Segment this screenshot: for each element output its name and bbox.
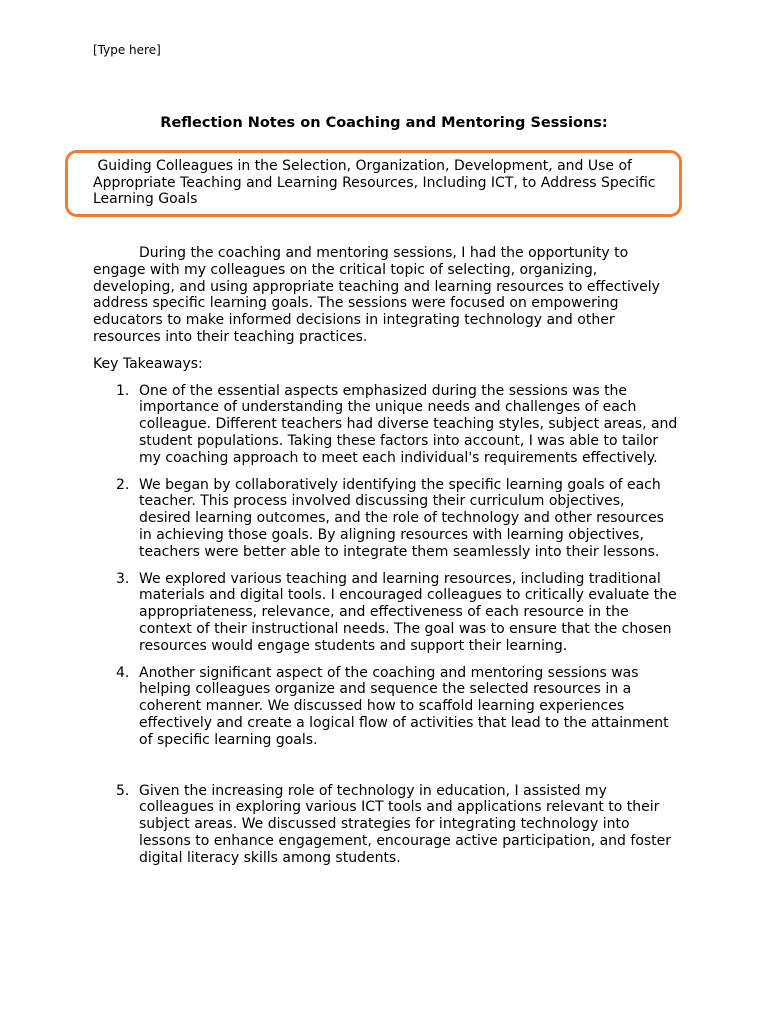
subtitle-text: Guiding Colleagues in the Selection, Organization, Development, and Use of Appropriate Teaching and Learning Resources, Including ICT, to Address Specific Learning Goals [93,158,660,208]
list-item [93,783,678,867]
list-item [93,665,678,749]
list-item-number: 2. [116,476,130,493]
intro-paragraph: During the coaching and mentoring sessions, I had the opportunity to engage with my colleagues on the critical topic of selecting, organizing, developing, and using appropriate teaching and learning resources to effectively address specific learning goals. The sessions were focused on empowering educators to make informed decisions in integrating technology and other resources into their teaching practices. [93,245,660,345]
key-takeaways-label: Key Takeaways: [93,355,203,372]
list-item-text: Given the increasing role of technology in education, I assisted my colleagues in exploring various ICT tools and applications relevant to their subject areas. We discussed strategies for integrating technology into lessons to enhance engagement, encourage active participation, and foster digital literacy skills among students. [139,782,672,866]
list-item-text: Another significant aspect of the coaching and mentoring sessions was helping colleagues organize and sequence the selected resources in a coherent manner. We discussed how to scaffold learning experiences effectively and create a logical flow of activities that lead to the attainment of specific learning goals. [139,664,669,748]
takeaways-list [93,383,678,867]
list-item-number: 5. [116,782,130,799]
list-item-text: One of the essential aspects emphasized during the sessions was the importance of understanding the unique needs and challenges of each colleague. Different teachers had diverse teaching styles, subject areas, and student populations. Taking these factors into account, I was able to tailor my coaching approach to meet each individual's requirements effectively. [139,382,678,466]
document-title: Reflection Notes on Coaching and Mentoring Sessions: [160,115,608,131]
header-placeholder[interactable]: [Type here] [93,43,161,57]
list-item-number: 1. [116,382,130,399]
list-item-number: 4. [116,664,130,681]
list-item [93,571,678,655]
list-item [93,477,678,561]
list-item-text: We began by collaboratively identifying the specific learning goals of each teacher. This process involved discussing their curriculum objectives, desired learning outcomes, and the role of technology and other resources in achieving those goals. By aligning resources with learning objectives, teachers were better able to integrate them seamlessly into their lessons. [139,476,664,560]
list-item-number: 3. [116,570,130,587]
list-item-text: We explored various teaching and learning resources, including traditional materials and digital tools. I encouraged colleagues to critically evaluate the appropriateness, relevance, and effectiveness of each resource in the context of their instructional needs. The goal was to ensure that the chosen resources would engage students and support their learning. [139,570,677,654]
document-body [93,245,678,877]
list-item [93,383,678,467]
